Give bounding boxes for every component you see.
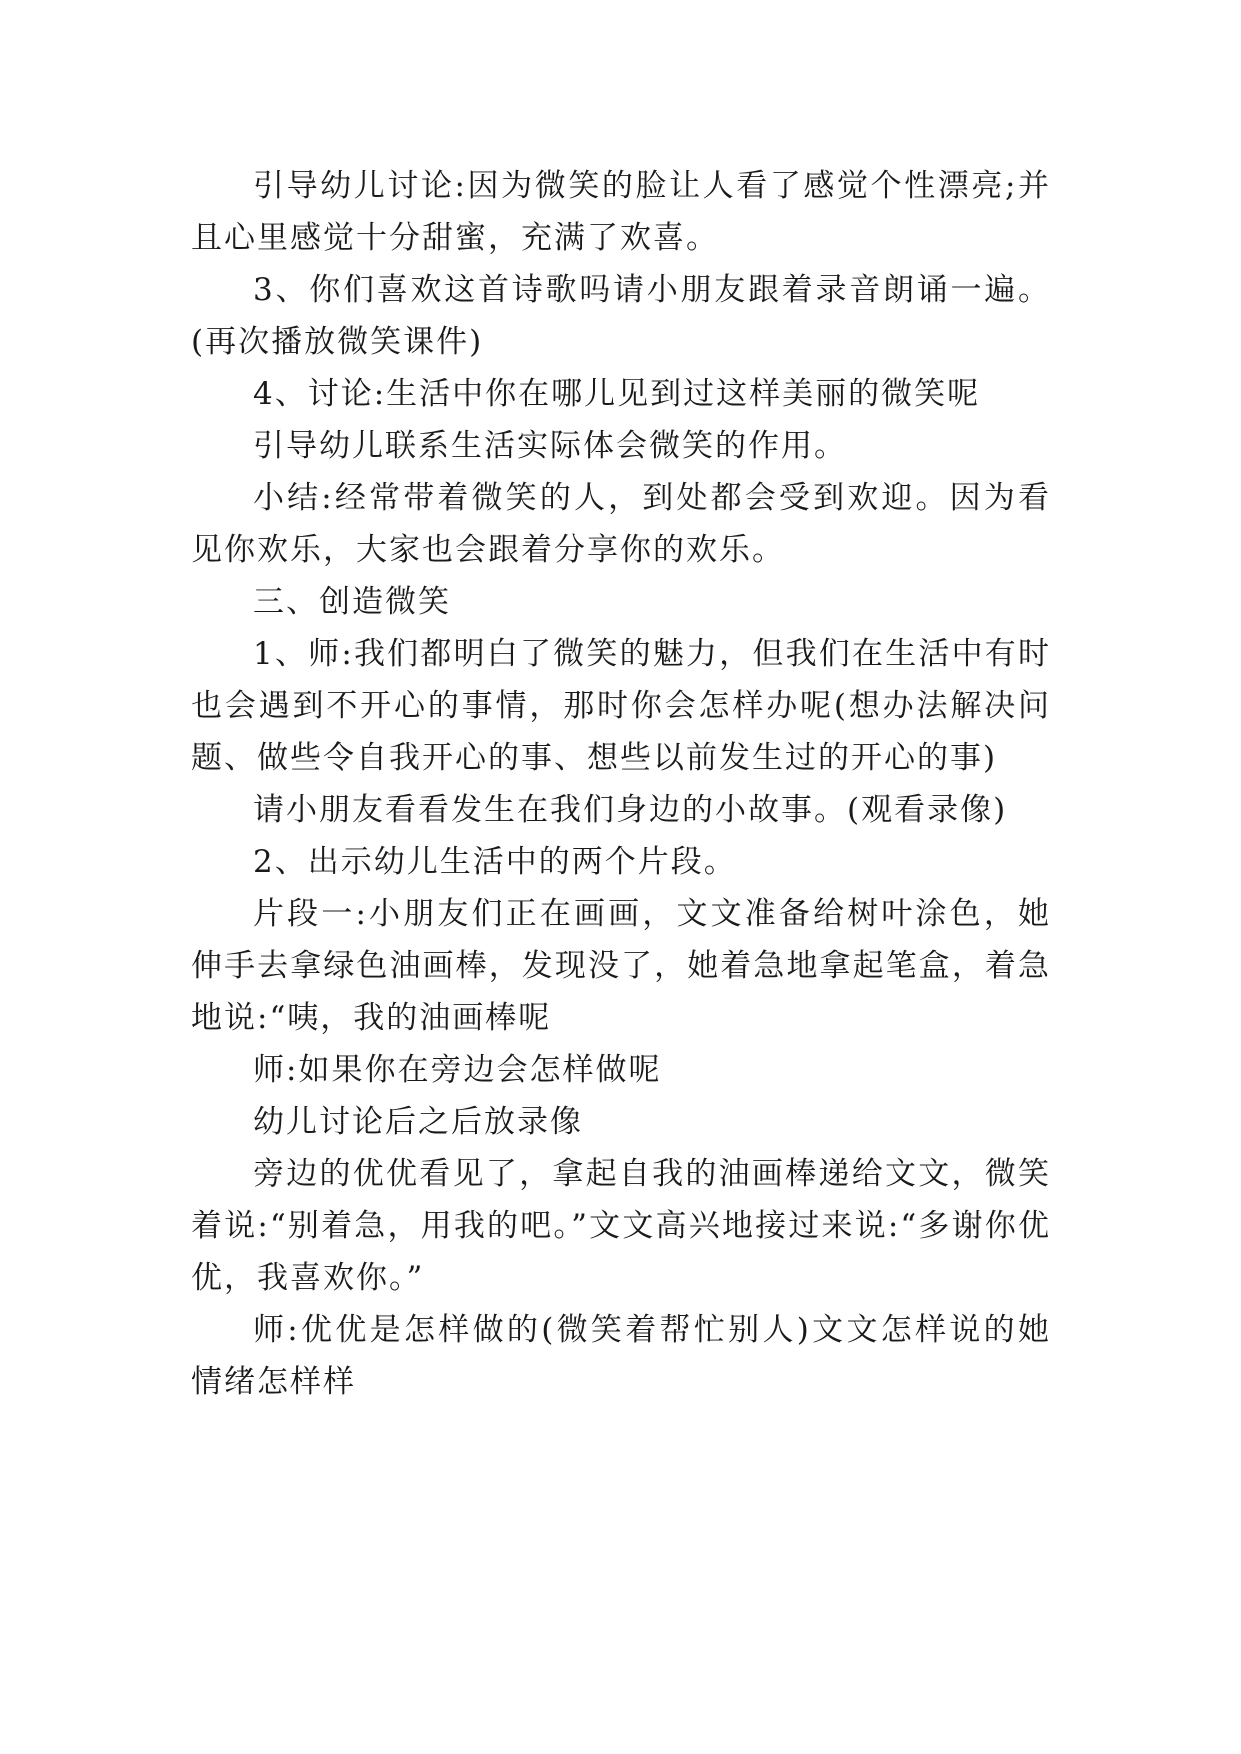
paragraph-step-2: 2、出示幼儿生活中的两个片段。: [253, 844, 737, 880]
paragraph-teacher-followup: 师:优优是怎样做的(微笑着帮忙别人)文文怎样说的她情绪怎样样: [191, 1312, 1051, 1400]
paragraph-after-discussion: 幼儿讨论后之后放录像: [253, 1104, 583, 1140]
paragraph-watch-video: 请小朋友看看发生在我们身边的小故事。(观看录像): [253, 792, 1008, 828]
paragraph-segment-one: 片段一:小朋友们正在画画，文文准备给树叶涂色，她伸手去拿绿色油画棒，发现没了，她着急地拿起笔盒，着急地说:“咦，我的油画棒呢: [191, 896, 1051, 1036]
paragraph-step-1: 1、师:我们都明白了微笑的魅力，但我们在生活中有时也会遇到不开心的事情，那时你会怎样办呢(想办法解决问题、做些令自我开心的事、想些以前发生过的开心的事): [191, 636, 1051, 776]
paragraph-youyou-story: 旁边的优优看见了，拿起自我的油画棒递给文文，微笑着说:“别着急，用我的吧。”文文高兴地接过来说:“多谢你优优，我喜欢你。”: [191, 1156, 1051, 1296]
paragraph-guide-life: 引导幼儿联系生活实际体会微笑的作用。: [253, 428, 847, 464]
paragraph-teacher-question: 师:如果你在旁边会怎样做呢: [253, 1052, 662, 1088]
section-heading-create-smile: 三、创造微笑: [253, 584, 451, 620]
paragraph-summary: 小结:经常带着微笑的人，到处都会受到欢迎。因为看见你欢乐，大家也会跟着分享你的欢乐。: [191, 480, 1051, 568]
document-body: [191, 160, 1051, 1408]
paragraph-discussion-guide: 引导幼儿讨论:因为微笑的脸让人看了感觉个性漂亮;并且心里感觉十分甜蜜，充满了欢喜。: [191, 168, 1051, 256]
paragraph-step-4: 4、讨论:生活中你在哪儿见到过这样美丽的微笑呢: [253, 376, 981, 412]
paragraph-step-3: 3、你们喜欢这首诗歌吗请小朋友跟着录音朗诵一遍。(再次播放微笑课件): [191, 272, 1051, 360]
